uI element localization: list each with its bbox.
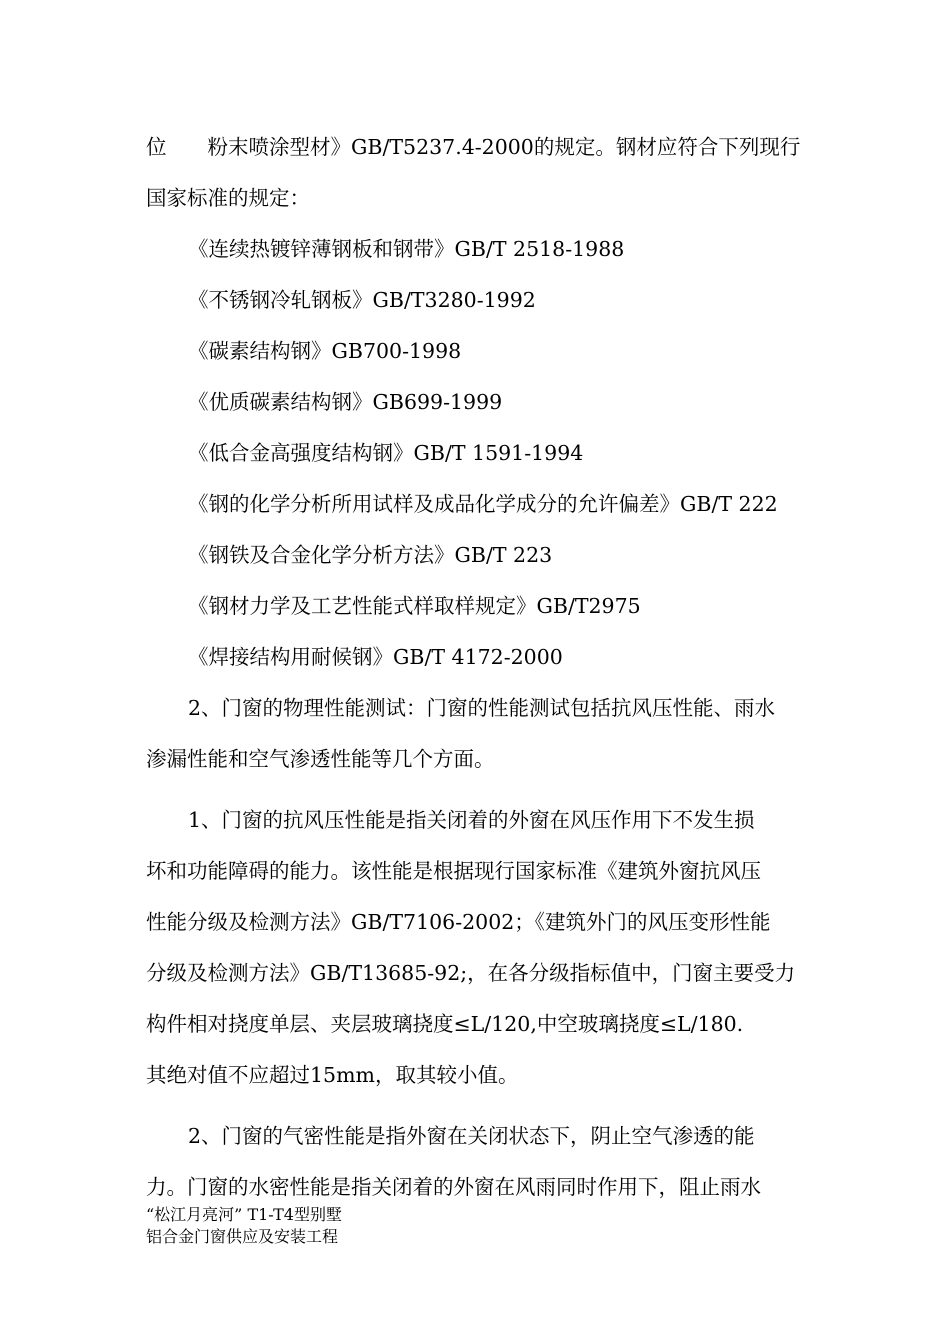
paragraph-line: 其绝对值不应超过15mm，取其较小值。 [146, 1063, 519, 1087]
standard-item: 《碳素结构钢》GB700-1998 [188, 339, 462, 363]
paragraph-line: 力。门窗的水密性能是指关闭着的外窗在风雨同时作用下，阻止雨水 [146, 1175, 761, 1199]
paragraph-line: 1、门窗的抗风压性能是指关闭着的外窗在风压作用下不发生损 [188, 808, 755, 832]
paragraph-gap [146, 1101, 806, 1111]
paragraph-line: 位 粉末喷涂型材》GB/T5237.4-2000的规定。钢材应符合下列现行 [146, 135, 801, 159]
paragraph-line: 2、门窗的气密性能是指外窗在关闭状态下，阴止空气渗透的能 [188, 1124, 755, 1148]
standard-item: 《焊接结构用耐候钢》GB/T 4172-2000 [188, 645, 563, 669]
standard-item: 《钢铁及合金化学分析方法》GB/T 223 [188, 543, 553, 567]
page-footer [146, 1204, 342, 1248]
standard-item: 《低合金高强度结构钢》GB/T 1591-1994 [188, 441, 584, 465]
standard-item: 《钢的化学分析所用试样及成品化学成分的允许偏差》GB/T 222 [188, 492, 778, 516]
standard-item: 《钢材力学及工艺性能式样取样规定》GB/T2975 [188, 594, 641, 618]
paragraph-line: 国家标准的规定： [146, 186, 310, 210]
paragraph-line: 坏和功能障碍的能力。该性能是根据现行国家标准《建筑外窗抗风压 [146, 859, 761, 883]
paragraph-line: 构件相对挠度单层、夹层玻璃挠度≤L/120,中空玻璃挠度≤L/180. [146, 1012, 744, 1036]
standard-item: 《连续热镀锌薄钢板和钢带》GB/T 2518-1988 [188, 237, 625, 261]
body-text [146, 122, 806, 1213]
paragraph-gap [146, 785, 806, 795]
paragraph-line: 渗漏性能和空气渗透性能等几个方面。 [146, 747, 495, 771]
standard-item: 《优质碳素结构钢》GB699-1999 [188, 390, 503, 414]
section-heading-line: 2、门窗的物理性能测试：门窗的性能测试包括抗风压性能、雨水 [188, 696, 776, 720]
paragraph-line: 性能分级及检测方法》GB/T7106-2002；《建筑外门的风压变形性能 [146, 910, 771, 934]
footer-project-name: “松江月亮河” T1-T4型别墅 [146, 1205, 342, 1224]
paragraph-line: 分级及检测方法》GB/T13685-92;，在各分级指标值中，门窗主要受力 [146, 961, 796, 985]
footer-project-scope: 铝合金门窗供应及安装工程 [146, 1227, 339, 1246]
standard-item: 《不锈钢冷轧钢板》GB/T3280-1992 [188, 288, 536, 312]
